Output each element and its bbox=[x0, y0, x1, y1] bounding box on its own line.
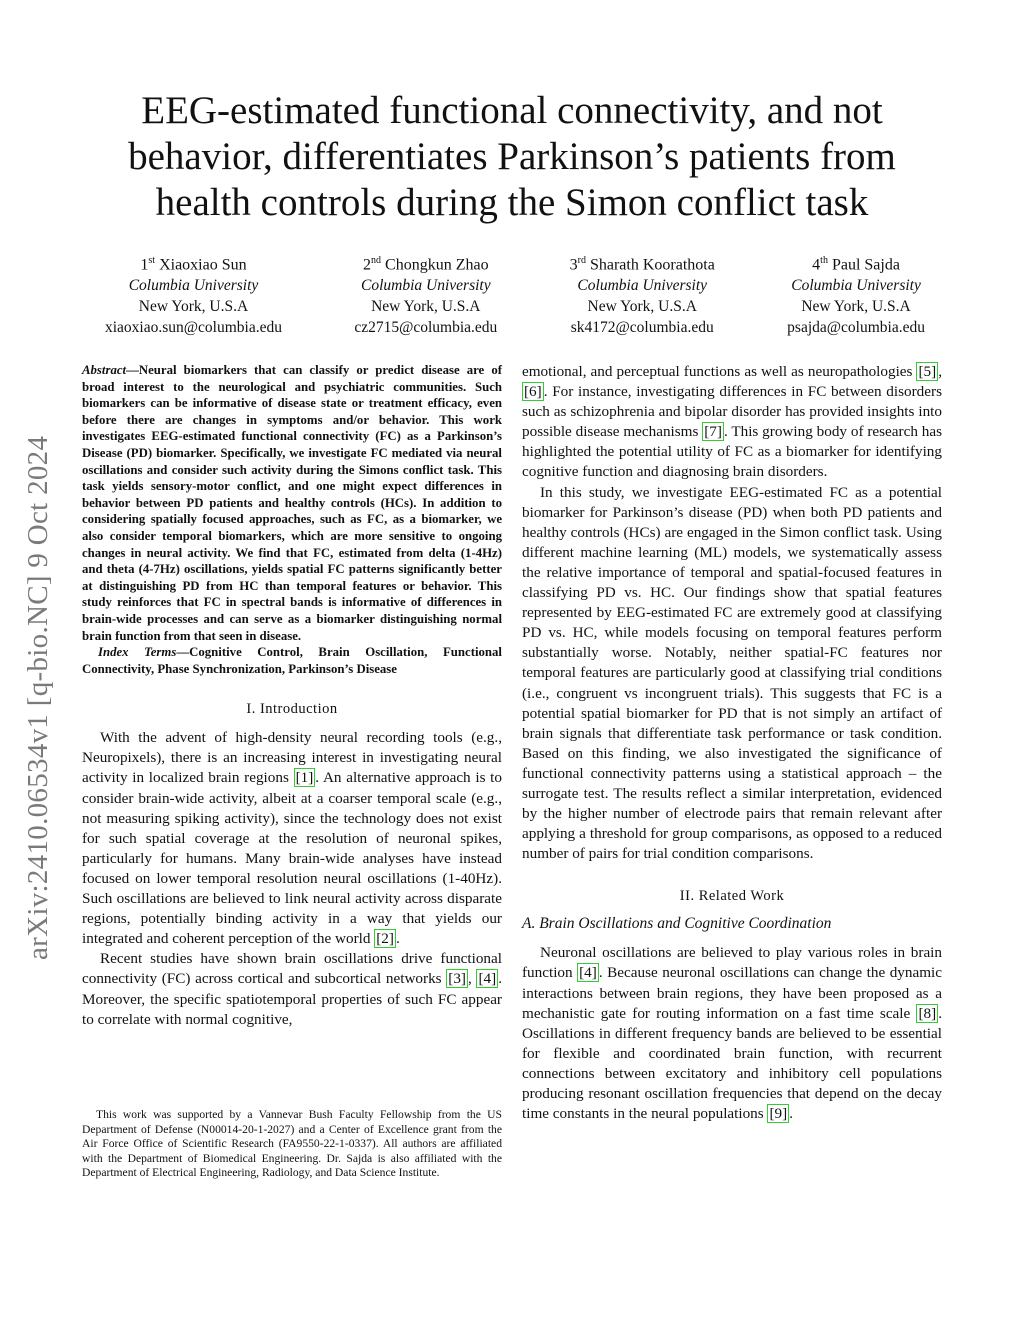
author-affiliation: Columbia University bbox=[577, 277, 708, 295]
author-name: Xiaoxiao Sun bbox=[159, 256, 247, 274]
citation-link[interactable]: [5] bbox=[918, 363, 937, 380]
author-name: Paul Sajda bbox=[831, 256, 900, 274]
author-location: New York, U.S.A bbox=[801, 298, 911, 316]
author-location: New York, U.S.A bbox=[587, 298, 697, 316]
author-ordinal: 4 bbox=[812, 256, 821, 274]
paragraph-text: . Because neuronal oscillations can change the dynamic interactions between brain regions, they have been proposed as a mechanistic gate for routing information on a fast time scale bbox=[522, 964, 942, 1022]
index-terms bbox=[82, 644, 502, 677]
paragraph-text: . bbox=[789, 1105, 793, 1123]
abstract bbox=[82, 362, 502, 644]
author-name: Sharath Koorathota bbox=[589, 256, 715, 274]
paragraph-text: . Moreover, the specific spatiotemporal properties of such FC appear to correlate with normal cognitive, bbox=[82, 970, 502, 1028]
author-name: Chongkun Zhao bbox=[385, 256, 489, 274]
citation-link[interactable]: [4] bbox=[579, 964, 597, 982]
author-affiliation: Columbia University bbox=[361, 277, 491, 295]
author-ordinal-suffix: nd bbox=[371, 255, 382, 266]
abstract-text: —Neural biomarkers that can classify or predict disease are of broad interest to the neurological and psychiatric communities. Such biomarkers can be informative of disease state or treatment efficacy, even before there are changes in symptoms and/or behavior. This work investigates EEG-estimated functional connectivity (FC) as a Parkinson’s Disease (PD) biomarker. Specifically, we investigate FC mediated via neural oscillations and consider such activity during the Simons conflict task. This task yields sensory-motor conflict, and one might expect differences in behavior between PD patients and healthy controls (HCs). In addition to considering spatially focused approaches, such as FC, as a biomarker, we also consider temporal biomarkers, which are more sensitive to ongoing changes in neural activity. We find that FC, estimated from delta (1-4Hz) and theta (4-7Hz) oscillations, yields spatial FC patterns significantly better at distinguishing PD from HC than temporal features or behavior. This study reinforces that FC in spectral bands is informative of differences in brain-wide processes and can serve as a biomarker distinguishing normal brain function from that seen in disease. bbox=[82, 363, 502, 643]
citation-link[interactable]: [7] bbox=[704, 423, 722, 441]
intro-paragraph-3: In this study, we investigate EEG-estimated FC as a potential biomarker for Parkinson’s disease (PD) when both PD patients and healthy controls (HCs) are engaged in the Simon conflict task. Using different machine learning (ML) models, we systematically assess the relative importance of temporal and spatial-focused features in classifying PD vs. HC. Our findings show that spatial features represented by EEG-estimated FC are extremely good at classifying PD vs. HC, while models focusing on temporal features perform substantially worse. Notably, neither spatial-FC features nor temporal features are particularly good at classifying trial conditions (i.e., congruent vs incongruent trials). This suggests that FC is a potential spatial biomarker for PD that is not simply an artifact of brain signals that differentiate task performance or task condition. Based on this finding, we also investigated the significance of functional connectivity patterns using a statistical approach – the surrogate test. The results reflect a similar interpretation, evidenced by the higher number of electrode pairs that remain relevant after applying a threshold for group comparisons, as opposed to a reduced number of pairs for trial condition comparisons. bbox=[522, 483, 942, 863]
right-column bbox=[522, 362, 942, 1124]
author-4 bbox=[787, 250, 925, 338]
intro-paragraph-1 bbox=[82, 728, 502, 949]
citation-link[interactable]: [4] bbox=[478, 970, 497, 988]
section-heading-related-work: II. Related Work bbox=[679, 888, 785, 905]
author-email[interactable]: xiaoxiao.sun@columbia.edu bbox=[105, 319, 282, 337]
paragraph-text: Recent studies have shown brain oscillations drive functional connectivity (FC) across cortical and subcortical networks bbox=[82, 950, 502, 988]
abstract-lead: Abstract bbox=[82, 363, 127, 377]
paragraph-text: . For instance, investigating differences in FC between disorders such as schizophrenia and bipolar disorder has provided insights into possible disease mechanisms bbox=[522, 383, 942, 441]
author-email[interactable]: psajda@columbia.edu bbox=[787, 319, 925, 337]
intro-paragraph-2 bbox=[82, 949, 502, 1029]
citation-link[interactable]: [9] bbox=[769, 1105, 788, 1123]
author-ordinal-suffix: st bbox=[148, 255, 156, 266]
author-3 bbox=[570, 250, 715, 338]
author-block bbox=[105, 250, 925, 338]
section-heading-introduction: I. Introduction bbox=[246, 701, 338, 718]
author-email[interactable]: sk4172@columbia.edu bbox=[570, 319, 714, 337]
paragraph-text: . bbox=[395, 930, 400, 948]
paragraph-text: emotional, and perceptual functions as well as neuropathologies bbox=[522, 363, 917, 380]
author-affiliation: Columbia University bbox=[128, 277, 259, 295]
author-affiliation: Columbia University bbox=[791, 277, 921, 295]
funding-footnote: This work was supported by a Vannevar Bush Faculty Fellowship from the US Department of Defense (N00014-20-1-2027) and a Center of Excellence grant from the Air Force Office of Scientific Research (FA9550-22-1-0337). All authors are affiliated with the Department of Biomedical Engineering. Dr. Sajda is also affiliated with the Department of Electrical Engineering, Radiology, and Data Science Institute. bbox=[82, 1108, 502, 1179]
paragraph-text: , bbox=[938, 363, 942, 380]
citation-link[interactable]: [8] bbox=[918, 1004, 937, 1022]
paragraph-text: . This growing body of research has highlighted the potential utility of FC as a biomarker for identifying cognitive function and diagnosing brain disorders. bbox=[522, 423, 943, 481]
arxiv-identifier: arXiv:2410.06534v1 [q-bio.NC] 9 Oct 2024 bbox=[22, 435, 54, 960]
index-terms-text: —Cognitive Control, Brain Oscillation, Functional Connectivity, Phase Synchronization, Parkinson’s Disease bbox=[82, 645, 502, 676]
author-email[interactable]: cz2715@columbia.edu bbox=[354, 319, 498, 337]
citation-link[interactable]: [6] bbox=[524, 383, 542, 401]
intro-paragraph-2-continued bbox=[522, 362, 942, 483]
author-location: New York, U.S.A bbox=[371, 298, 481, 316]
author-1 bbox=[105, 250, 282, 338]
paragraph-text: , bbox=[468, 970, 477, 988]
author-ordinal-suffix: rd bbox=[577, 255, 586, 266]
paragraph-text: . An alternative approach is to consider brain-wide activity, albeit at a coarser temporal scale (e.g., not measuring spiking activity), since the technology does not exist for such spatial coverage at the resolution of neuronal spikes, particularly for humans. Many brain-wide analyses have instead focused on lower temporal resolution neural oscillations (1-40Hz). Such oscillations are believed to link neural activity across disparate regions, potentially binding activity in a way that yields our integrated and coherent perception of the world bbox=[82, 769, 502, 948]
author-ordinal: 2 bbox=[363, 256, 372, 274]
citation-link[interactable]: [1] bbox=[295, 769, 314, 787]
paragraph-text: . Oscillations in different frequency bands are believed to be essential for flexible and coordinated brain function, with recurrent connections between excitatory and inhibitory cell populations producing resonant oscillation frequencies that depend on the decay time constants in the neural populations bbox=[522, 1004, 942, 1123]
related-paragraph-1 bbox=[522, 943, 942, 1124]
paragraph-text: Neuronal oscillations are believed to play various roles in brain function bbox=[522, 944, 942, 982]
author-2 bbox=[354, 250, 497, 338]
left-column bbox=[82, 362, 502, 1030]
citation-link[interactable]: [3] bbox=[448, 970, 466, 988]
subsection-heading: A. Brain Oscillations and Cognitive Coordination bbox=[522, 915, 832, 933]
author-location: New York, U.S.A bbox=[138, 298, 249, 316]
author-ordinal: 3 bbox=[569, 256, 578, 274]
paper-title: EEG-estimated functional connectivity, and not behavior, differentiates Parkinson’s patients from health controls during the Simon conflict task bbox=[128, 89, 896, 224]
paragraph-text: With the advent of high-density neural recording tools (e.g., Neuropixels), there is an increasing interest in investigating neural activity in localized brain regions bbox=[82, 729, 502, 787]
author-ordinal-suffix: th bbox=[820, 255, 828, 266]
author-ordinal: 1 bbox=[140, 256, 149, 274]
index-terms-lead: Index Terms bbox=[98, 645, 177, 660]
citation-link[interactable]: [2] bbox=[376, 930, 394, 948]
